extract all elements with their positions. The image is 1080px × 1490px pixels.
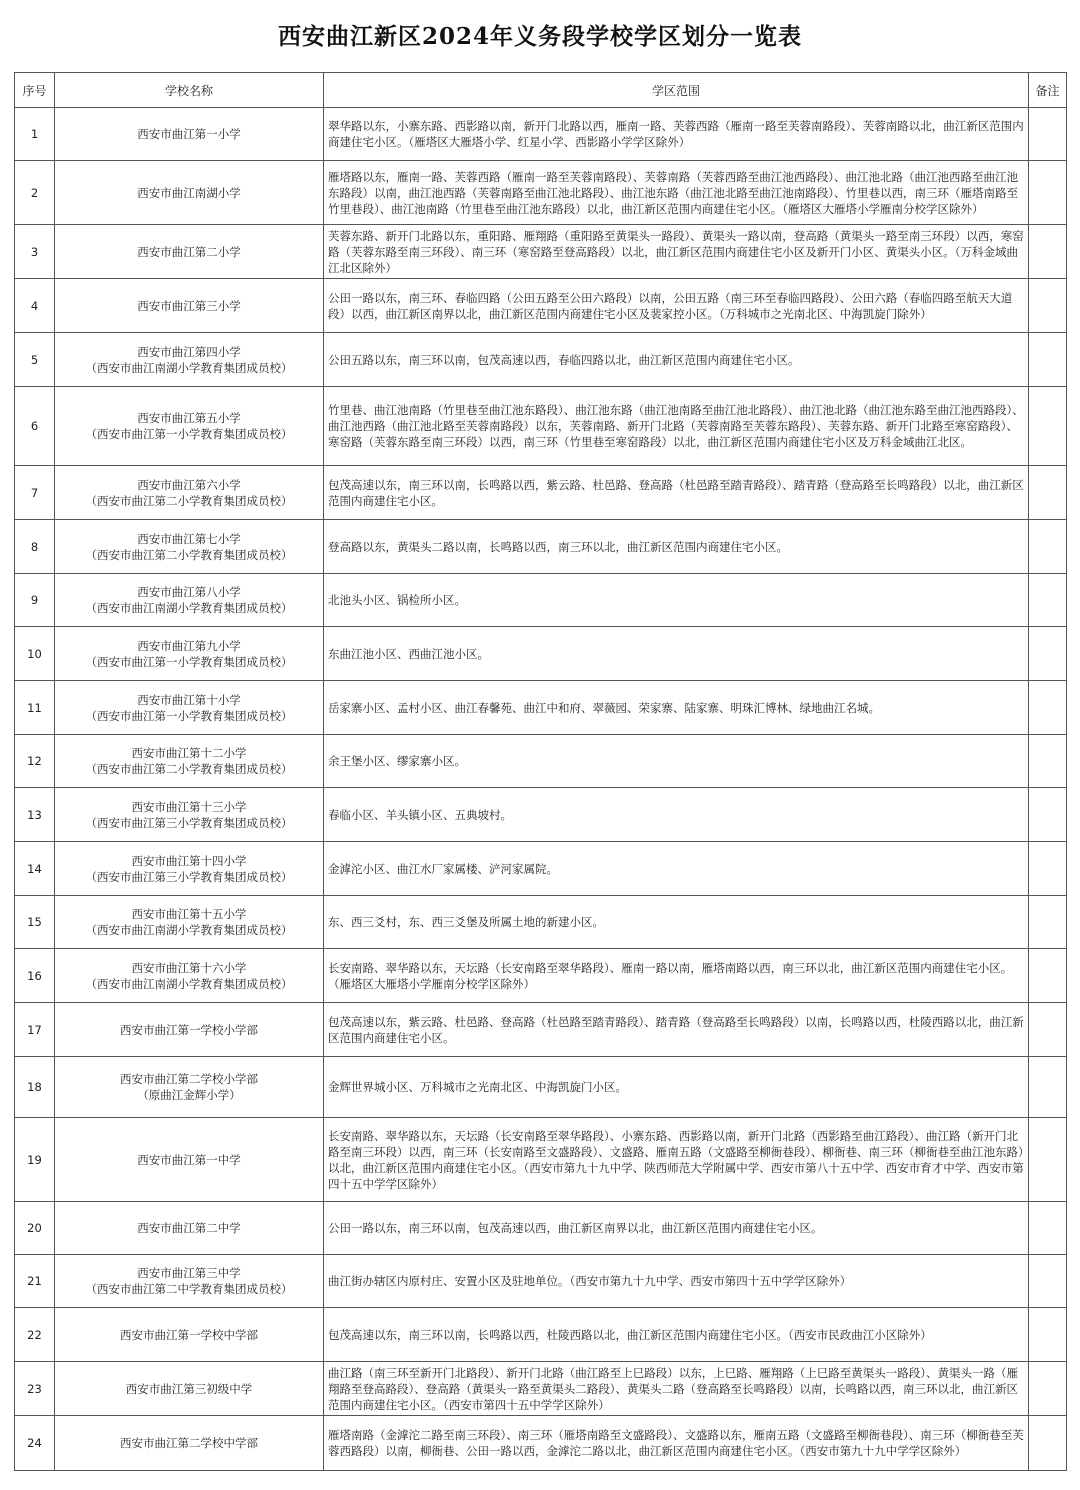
row-number: 7 (15, 466, 55, 520)
table-row (15, 627, 1067, 681)
table-row (15, 520, 1067, 574)
row-number: 17 (15, 1003, 55, 1057)
school-group-note: （西安市曲江南湖小学教育集团成员校） (85, 923, 293, 937)
school-name-cell (55, 574, 324, 627)
school-name: 西安市曲江第一学校中学部 (120, 1327, 258, 1342)
district-range-cell: 曲江路（南三环至新开门北路段）、新开门北路（曲江路至上巳路段）以东，上巳路、雁翔路（上巳路至黄渠头一路段）、黄渠头一路（雁翔路至登高路段）、登高路（黄渠头一路至黄渠头二路段）、黄渠头二路（登高路至长鸣路段）以南，长鸣路以西，南三环以北，曲江新区范围内商建住宅小区。（西安市第四十五中学学区除外） (324, 1362, 1029, 1416)
table-row (15, 842, 1067, 896)
note-cell (1029, 225, 1067, 279)
school-district-table (14, 72, 1067, 1471)
table-row (15, 387, 1067, 466)
school-group-note: （西安市曲江南湖小学教育集团成员校） (85, 976, 293, 991)
note-cell (1029, 1255, 1067, 1308)
table-row (15, 949, 1067, 1003)
school-name-cell (55, 225, 324, 279)
school-name: 西安市曲江第三小学 (137, 298, 241, 313)
table-row (15, 333, 1067, 387)
school-name: 西安市曲江第三中学 (137, 1266, 241, 1280)
school-group-note: （西安市曲江第三小学教育集团成员校） (85, 815, 293, 830)
note-cell (1029, 466, 1067, 520)
school-name: 西安市曲江第五小学 (137, 411, 241, 425)
note-cell (1029, 161, 1067, 225)
school-name-cell (55, 1118, 324, 1202)
district-range-cell: 北池头小区、锅检所小区。 (324, 574, 1029, 627)
district-range-cell: 东、西三爻村，东、西三爻堡及所属土地的新建小区。 (324, 896, 1029, 949)
district-range-cell: 公田一路以东，南三环、春临四路（公田五路至公田六路段）以南，公田五路（南三环至春临四路段）、公田六路（春临四路至航天大道段）以西，曲江新区南界以北，曲江新区范围内商建住宅小区及裴家控小区。（万科城市之光南北区、中海凯旋门除外） (324, 279, 1029, 333)
row-number: 15 (15, 896, 55, 949)
row-number: 8 (15, 520, 55, 574)
district-range-cell: 包茂高速以东，南三环以南，长鸣路以西，杜陵西路以北，曲江新区范围内商建住宅小区。（西安市民政曲江小区除外） (324, 1308, 1029, 1362)
district-range-cell: 包茂高速以东，紫云路、杜邑路、登高路（杜邑路至踏青路段）、踏青路（登高路至长鸣路段）以南，长鸣路以西，杜陵西路以北，曲江新区范围内商建住宅小区。 (324, 1003, 1029, 1057)
district-range-cell: 曲江街办辖区内原村庄、安置小区及驻地单位。（西安市第九十九中学、西安市第四十五中学学区除外） (324, 1255, 1029, 1308)
note-cell (1029, 1308, 1067, 1362)
district-range-cell: 竹里巷、曲江池南路（竹里巷至曲江池东路段）、曲江池东路（曲江池南路至曲江池北路段）、曲江池北路（曲江池东路至曲江池西路段）、曲江池西路（曲江池北路至芙蓉南路段）以东，芙蓉南路、新开门北路（芙蓉南路至芙蓉东路段）、芙蓉东路、新开门北路至寒窑路段）、寒窑路（芙蓉东路至南三环段）以西，南三环（竹里巷至寒窑路段）以北，曲江新区范围内商建住宅小区及万科金域曲江北区。 (324, 387, 1029, 466)
note-cell (1029, 1118, 1067, 1202)
note-cell (1029, 108, 1067, 161)
school-name: 西安市曲江第十四小学 (131, 853, 247, 868)
row-number: 16 (15, 949, 55, 1003)
row-number: 22 (15, 1308, 55, 1362)
table-row (15, 1416, 1067, 1471)
school-name-cell (55, 949, 324, 1003)
table-row (15, 788, 1067, 842)
school-name-cell (55, 1057, 324, 1118)
row-number: 6 (15, 387, 55, 466)
row-number: 18 (15, 1057, 55, 1118)
note-cell (1029, 1416, 1067, 1471)
table-row (15, 1118, 1067, 1202)
school-name: 西安市曲江第六小学 (137, 477, 241, 492)
school-name-cell (55, 1308, 324, 1362)
school-name-cell (55, 627, 324, 681)
district-range-cell: 公田五路以东，南三环以南，包茂高速以西，春临四路以北，曲江新区范围内商建住宅小区。 (324, 333, 1029, 387)
note-cell (1029, 387, 1067, 466)
school-group-note: （西安市曲江第二小学教育集团成员校） (85, 493, 293, 508)
row-number: 4 (15, 279, 55, 333)
table-row (15, 225, 1067, 279)
school-name: 西安市曲江第二学校小学部 (120, 1072, 258, 1086)
district-range-cell: 登高路以东，黄渠头二路以南，长鸣路以西，南三环以北，曲江新区范围内商建住宅小区。 (324, 520, 1029, 574)
school-name-cell (55, 279, 324, 333)
school-name-cell (55, 1362, 324, 1416)
school-name-cell (55, 387, 324, 466)
school-name: 西安市曲江第一学校小学部 (120, 1022, 258, 1037)
note-cell (1029, 1057, 1067, 1118)
table-row (15, 574, 1067, 627)
school-name: 西安市曲江第四小学 (137, 344, 241, 359)
school-name-cell (55, 896, 324, 949)
school-name: 西安市曲江第八小学 (137, 585, 241, 599)
table-row (15, 108, 1067, 161)
school-name-cell (55, 333, 324, 387)
table-header-row (15, 73, 1067, 108)
row-number: 12 (15, 735, 55, 788)
school-name: 西安市曲江第一中学 (137, 1152, 241, 1167)
table-row (15, 735, 1067, 788)
row-number: 14 (15, 842, 55, 896)
school-group-note: （西安市曲江第一小学教育集团成员校） (85, 708, 293, 723)
table-row (15, 1202, 1067, 1255)
row-number: 3 (15, 225, 55, 279)
table-row (15, 1362, 1067, 1416)
school-name-cell (55, 466, 324, 520)
row-number: 20 (15, 1202, 55, 1255)
note-cell (1029, 520, 1067, 574)
school-group-note: （西安市曲江第三小学教育集团成员校） (85, 869, 293, 884)
school-name: 西安市曲江第三初级中学 (125, 1381, 253, 1396)
note-cell (1029, 1362, 1067, 1416)
row-number: 21 (15, 1255, 55, 1308)
note-cell (1029, 896, 1067, 949)
school-name: 西安市曲江第十二小学 (131, 746, 247, 760)
school-name: 西安市曲江第二小学 (137, 244, 241, 259)
school-name: 西安市曲江第十三小学 (131, 799, 247, 814)
school-group-note: （西安市曲江第一小学教育集团成员校） (85, 654, 293, 669)
district-range-cell: 长安南路、翠华路以东，天坛路（长安南路至翠华路段）、小寨东路、西影路以南，新开门北路（西影路至曲江路段）、曲江路（新开门北路至南三环段）以西，南三环（长安南路至文盛路段）、文盛路、雁南五路（文盛路至柳衙巷段）、柳衙巷、南三环（柳衙巷至曲江池东路）以北，曲江新区范围内商建住宅小区。（西安市第九十九中学、陕西师范大学附属中学、西安市第八十五中学、西安市育才中学、西安市第四十五中学学区除外） (324, 1118, 1029, 1202)
row-number: 11 (15, 681, 55, 735)
district-range-cell: 长安南路、翠华路以东，天坛路（长安南路至翠华路段）、雁南一路以南，雁塔南路以西，南三环以北，曲江新区范围内商建住宅小区。（雁塔区大雁塔小学雁南分校学区除外） (324, 949, 1029, 1003)
document-title: 西安曲江新区2024年义务段学校学区划分一览表 (277, 23, 802, 50)
note-cell (1029, 333, 1067, 387)
district-range-cell: 金滹沱小区、曲江水厂家属楼、浐河家属院。 (324, 842, 1029, 896)
district-range-cell: 春临小区、羊头镇小区、五典坡村。 (324, 788, 1029, 842)
school-name: 西安市曲江第九小学 (137, 638, 241, 653)
row-number: 1 (15, 108, 55, 161)
header-district-range: 学区范围 (324, 73, 1029, 108)
note-cell (1029, 735, 1067, 788)
school-group-note: （西安市曲江第二小学教育集团成员校） (85, 547, 293, 562)
school-name: 西安市曲江第一小学 (137, 127, 241, 141)
school-name-cell (55, 735, 324, 788)
table-row (15, 1057, 1067, 1118)
district-range-cell: 包茂高速以东，南三环以南，长鸣路以西，紫云路、杜邑路、登高路（杜邑路至踏青路段）、踏青路（登高路至长鸣路段）以北，曲江新区范围内商建住宅小区。 (324, 466, 1029, 520)
school-group-note: （西安市曲江第二中学教育集团成员校） (85, 1282, 293, 1296)
note-cell (1029, 949, 1067, 1003)
row-number: 5 (15, 333, 55, 387)
school-name-cell (55, 842, 324, 896)
district-range-cell: 金辉世界城小区、万科城市之光南北区、中海凯旋门小区。 (324, 1057, 1029, 1118)
district-range-cell: 雁塔路以东，雁南一路、芙蓉西路（雁南一路至芙蓉南路段）、芙蓉南路（芙蓉西路至曲江池西路段）、曲江池北路（曲江池西路至曲江池东路段）以南，曲江池西路（芙蓉南路至曲江池北路段）、曲江池东路（曲江池北路至曲江池南路段）、竹里巷以西，南三环（雁塔南路至竹里巷段）、曲江池南路（竹里巷至曲江池东路段）以北，曲江新区范围内商建住宅小区。（雁塔区大雁塔小学雁南分校学区除外） (324, 161, 1029, 225)
district-range-cell: 雁塔南路（金滹沱二路至南三环段）、南三环（雁塔南路至文盛路段）、文盛路以东，雁南五路（文盛路至柳衙巷段）、南三环（柳衙巷至芙蓉西路段）以南，柳衙巷、公田一路以西，金滹沱二路以北，曲江新区范围内商建住宅小区。（西安市第九十九中学学区除外） (324, 1416, 1029, 1471)
note-cell (1029, 574, 1067, 627)
school-name: 西安市曲江第十小学 (137, 692, 241, 707)
note-cell (1029, 627, 1067, 681)
header-note: 备注 (1029, 73, 1067, 108)
note-cell (1029, 842, 1067, 896)
school-name-cell (55, 1202, 324, 1255)
note-cell (1029, 681, 1067, 735)
table-row (15, 1308, 1067, 1362)
school-name: 西安市曲江第二学校中学部 (120, 1436, 258, 1450)
school-name: 西安市曲江第十五小学 (131, 907, 247, 921)
school-name: 西安市曲江第二中学 (137, 1221, 241, 1235)
school-group-note: （西安市曲江南湖小学教育集团成员校） (85, 360, 293, 375)
school-name-cell (55, 520, 324, 574)
district-range-cell: 余王堡小区、缪家寨小区。 (324, 735, 1029, 788)
table-body (15, 108, 1067, 1471)
row-number: 13 (15, 788, 55, 842)
note-cell (1029, 788, 1067, 842)
district-range-cell: 岳家寨小区、孟村小区、曲江春馨苑、曲江中和府、翠薇园、荣家寨、陆家寨、明珠汇博林、绿地曲江名城。 (324, 681, 1029, 735)
school-name-cell (55, 108, 324, 161)
school-group-note: （西安市曲江第二小学教育集团成员校） (85, 762, 293, 776)
row-number: 9 (15, 574, 55, 627)
note-cell (1029, 1202, 1067, 1255)
table-row (15, 681, 1067, 735)
row-number: 2 (15, 161, 55, 225)
table-row (15, 466, 1067, 520)
school-name-cell (55, 788, 324, 842)
school-name: 西安市曲江第十六小学 (131, 960, 247, 975)
school-name: 西安市曲江第七小学 (137, 531, 241, 546)
table-row (15, 161, 1067, 225)
table-row (15, 896, 1067, 949)
district-range-cell: 公田一路以东，南三环以南，包茂高速以西，曲江新区南界以北，曲江新区范围内商建住宅小区。 (324, 1202, 1029, 1255)
school-name-cell (55, 681, 324, 735)
school-group-note: （西安市曲江第一小学教育集团成员校） (85, 427, 293, 441)
district-range-cell: 东曲江池小区、西曲江池小区。 (324, 627, 1029, 681)
table-row (15, 279, 1067, 333)
district-range-cell: 翠华路以东，小寨东路、西影路以南，新开门北路以西，雁南一路、芙蓉西路（雁南一路至芙蓉南路段）、芙蓉南路以北，曲江新区范围内商建住宅小区。（雁塔区大雁塔小学、红星小学、西影路小学学区除外） (324, 108, 1029, 161)
school-name-cell (55, 1416, 324, 1471)
school-name-cell (55, 1003, 324, 1057)
school-name-cell (55, 161, 324, 225)
school-group-note: （原曲江金辉小学） (137, 1088, 241, 1102)
school-name: 西安市曲江南湖小学 (137, 185, 241, 200)
table-row (15, 1003, 1067, 1057)
row-number: 24 (15, 1416, 55, 1471)
school-name-cell (55, 1255, 324, 1308)
table-row (15, 1255, 1067, 1308)
school-group-note: （西安市曲江南湖小学教育集团成员校） (85, 601, 293, 615)
header-school-name: 学校名称 (55, 73, 324, 108)
row-number: 10 (15, 627, 55, 681)
note-cell (1029, 279, 1067, 333)
row-number: 19 (15, 1118, 55, 1202)
district-range-cell: 芙蓉东路、新开门北路以东，重阳路、雁翔路（重阳路至黄渠头一路段）、黄渠头一路以南，登高路（黄渠头一路至南三环段）以西，寒窑路（芙蓉东路至南三环段）、南三环（寒窑路至登高路段）以北，曲江新区范围内商建住宅小区及新开门小区、黄渠头小区。（万科金域曲江北区除外） (324, 225, 1029, 279)
row-number: 23 (15, 1362, 55, 1416)
note-cell (1029, 1003, 1067, 1057)
header-no: 序号 (15, 73, 55, 108)
